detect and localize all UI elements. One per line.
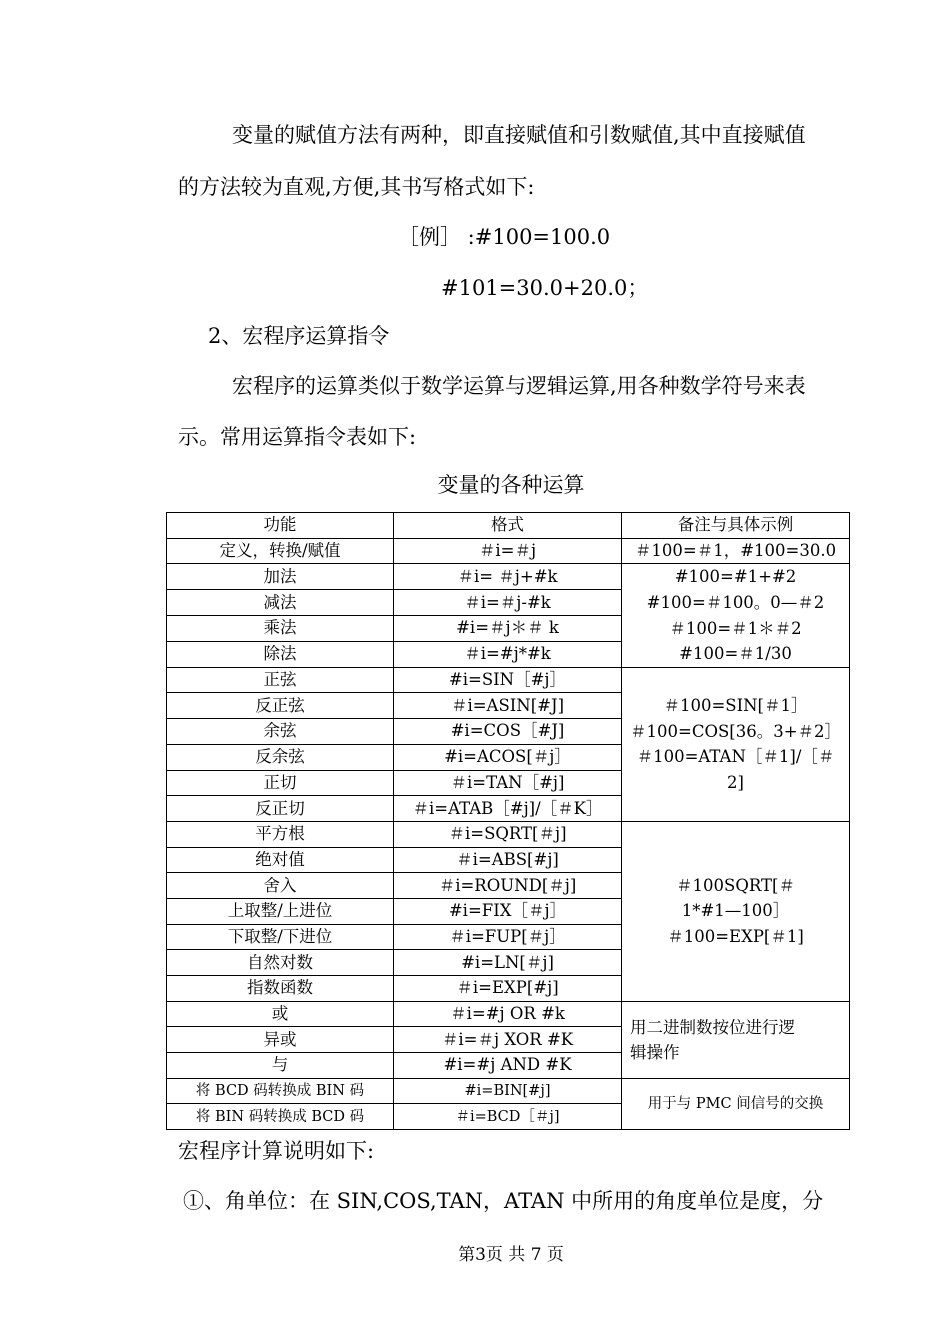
note-line: 1*#1—100］ (681, 901, 790, 921)
function-cell: 反正切 (167, 796, 394, 822)
paragraph-1-line-2: 的方法较为直观,方便,其书写格式如下: (178, 175, 535, 199)
function-cell: 减法 (167, 590, 394, 616)
function-cell: 加法 (167, 564, 394, 590)
after-table-line-2: ①、角单位：在 SIN,COS,TAN，ATAN 中所用的角度单位是度，分 (183, 1189, 824, 1213)
format-cell: ＃i=ABS[#j] (394, 847, 622, 873)
format-cell: ＃i=#j OR #k (394, 1001, 622, 1027)
format-cell: #i=＃j＊＃ k (394, 616, 622, 642)
logic-notes-cell (622, 1001, 850, 1078)
format-cell: ＃i=EXP[#j] (394, 976, 622, 1002)
format-cell: #i=#j AND #K (394, 1053, 622, 1079)
function-cell: 或 (167, 1001, 394, 1027)
note-line: ＃100=EXP[＃1] (667, 927, 804, 947)
note-cell: ＃100=＃1，#100=30.0 (622, 538, 850, 564)
paragraph-2-line-2: 示。常用运算指令表如下: (178, 425, 417, 449)
arithmetic-notes-cell (622, 564, 850, 667)
format-cell: #i=SIN［#j］ (394, 667, 622, 693)
format-cell: ＃i=TAN［#j] (394, 770, 622, 796)
header-function: 功能 (167, 513, 394, 539)
example-line-2: #101=30.0+20.0； (441, 276, 649, 300)
note-line: 2] (727, 772, 744, 792)
function-cell: 自然对数 (167, 950, 394, 976)
note-line: #100=#1+#2 (674, 567, 797, 587)
note-line: ＃100=ATAN［＃1]/［＃ (636, 747, 835, 767)
format-cell: ＃i=SQRT[＃j] (394, 821, 622, 847)
example-line-1: ［例］ :#100=100.0 (398, 225, 611, 249)
table-row (167, 1078, 850, 1104)
function-cell: 异或 (167, 1027, 394, 1053)
format-cell: ＃i=＃j XOR #K (394, 1027, 622, 1053)
function-cell: 除法 (167, 641, 394, 667)
function-cell: 绝对值 (167, 847, 394, 873)
function-cell: 反余弦 (167, 744, 394, 770)
table-row (167, 564, 850, 590)
function-cell: 定义，转换/赋值 (167, 538, 394, 564)
format-cell: ＃i=ROUND[＃j] (394, 873, 622, 899)
section-heading: 2、宏程序运算指令 (208, 324, 390, 348)
function-cell: 将 BIN 码转换成 BCD 码 (167, 1104, 394, 1130)
paragraph-1-line-1: 变量的赋值方法有两种，即直接赋值和引数赋值,其中直接赋值 (232, 123, 806, 147)
function-cell: 与 (167, 1053, 394, 1079)
format-cell: ＃i=BCD［＃j] (394, 1104, 622, 1130)
function-cell: 反正弦 (167, 693, 394, 719)
table-header-row (167, 513, 850, 539)
function-cell: 余弦 (167, 719, 394, 745)
note-line: ＃100=＃1＊＃2 (669, 618, 802, 638)
header-format: 格式 (394, 513, 622, 539)
function-cell: 下取整/下进位 (167, 924, 394, 950)
function-cell: 正弦 (167, 667, 394, 693)
format-cell: ＃i=FUP[＃j］ (394, 924, 622, 950)
note-line: ＃100=SIN[＃1］ (663, 696, 808, 716)
operations-table (166, 512, 850, 1130)
note-line: ＃100SQRT[＃ (676, 875, 795, 895)
function-cell: 上取整/上进位 (167, 898, 394, 924)
note-line: 用二进制数按位进行逻 (630, 1017, 795, 1037)
format-cell: #i=ACOS[＃j］ (394, 744, 622, 770)
format-cell: ＃i=ATAB［#j]/［＃K］ (394, 796, 622, 822)
table-row (167, 1001, 850, 1027)
bcd-notes-cell: 用于与 PMC 间信号的交换 (622, 1078, 850, 1129)
paragraph-2-line-1: 宏程序的运算类似于数学运算与逻辑运算,用各种数学符号来表 (232, 374, 806, 398)
function-cell: 平方根 (167, 821, 394, 847)
function-notes-cell (622, 821, 850, 1001)
trig-notes-cell (622, 667, 850, 821)
note-line: #100=＃1/30 (679, 644, 792, 664)
note-line: 辑操作 (630, 1042, 680, 1062)
table-caption: 变量的各种运算 (437, 473, 585, 497)
table-row (167, 667, 850, 693)
note-line: #100=＃100。0—＃2 (646, 592, 825, 612)
table-row (167, 538, 850, 564)
format-cell: ＃i=#j*#k (394, 641, 622, 667)
format-cell: #i=FIX［＃j］ (394, 898, 622, 924)
function-cell: 乘法 (167, 616, 394, 642)
table-row (167, 821, 850, 847)
function-cell: 将 BCD 码转换成 BIN 码 (167, 1078, 394, 1104)
after-table-line-1: 宏程序计算说明如下: (178, 1139, 375, 1163)
format-cell: #i=COS［#J] (394, 719, 622, 745)
page-footer: 第3页 共 7 页 (458, 1245, 564, 1265)
format-cell: #i=BIN[#j] (394, 1078, 622, 1104)
note-line: ＃100=COS[36。3+＃2］ (630, 721, 842, 741)
header-notes: 备注与具体示例 (622, 513, 850, 539)
format-cell: ＃i=＃j (394, 538, 622, 564)
format-cell: ＃i=＃j-#k (394, 590, 622, 616)
function-cell: 舍入 (167, 873, 394, 899)
function-cell: 正切 (167, 770, 394, 796)
format-cell: ＃i= ＃j+#k (394, 564, 622, 590)
format-cell: #i=LN[＃j] (394, 950, 622, 976)
format-cell: ＃i=ASIN[#J] (394, 693, 622, 719)
function-cell: 指数函数 (167, 976, 394, 1002)
